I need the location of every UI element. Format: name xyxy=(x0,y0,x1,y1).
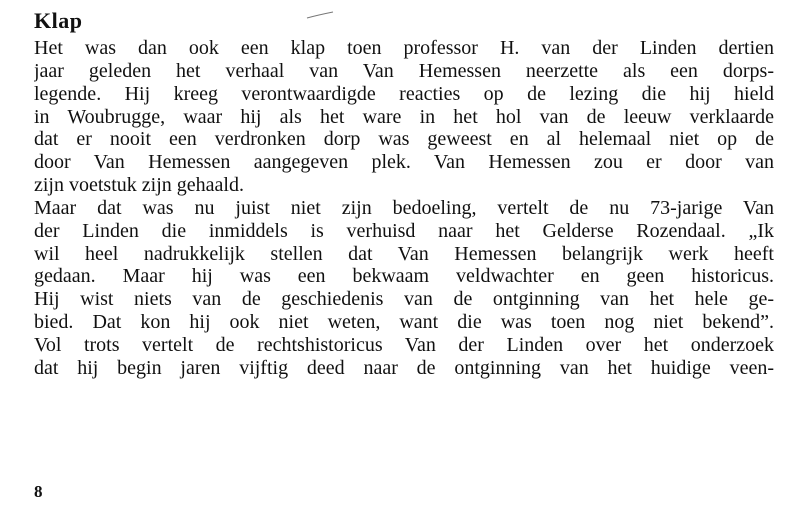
text-line: Het was dan ook een klap toen professor H. van der Linden dertien xyxy=(34,37,774,59)
page-number: 8 xyxy=(34,482,43,501)
text-line: wil heel nadrukkelijk stellen dat Van Hemessen belangrijk werk heeft xyxy=(34,242,774,265)
text-line: Maar dat was nu juist niet zijn bedoeling, vertelt de nu 73-jarige Van xyxy=(34,196,774,219)
text-line: zijn voetstuk zijn gehaald. xyxy=(34,174,244,197)
text-line: legende. Hij kreeg verontwaardigde reacties op de lezing die hij hield xyxy=(34,82,774,105)
text-line: bied. Dat kon hij ook niet weten, want die was toen nog niet bekend”. xyxy=(34,311,774,334)
text-line: der Linden die inmiddels is verhuisd naar het Gelderse Rozendaal. „Ik xyxy=(34,219,774,242)
text-line: jaar geleden het verhaal van Van Hemessen neerzette als een dorps- xyxy=(34,59,774,82)
text-line: Hij wist niets van de geschiedenis van de ontginning van het hele ge- xyxy=(34,288,774,311)
text-line: in Woubrugge, waar hij als het ware in het hol van de leeuw verklaarde xyxy=(34,105,774,128)
body-text xyxy=(34,37,774,380)
section-heading: Klap xyxy=(34,8,83,33)
text-line: dat er nooit een verdronken dorp was geweest en al helemaal niet op de xyxy=(34,128,774,151)
text-line: gedaan. Maar hij was een bekwaam veldwachter en geen historicus. xyxy=(34,265,774,288)
text-line: dat hij begin jaren vijftig deed naar de ontginning van het huidige veen- xyxy=(34,356,774,379)
stray-pen-mark xyxy=(306,10,336,20)
text-line: door Van Hemessen aangegeven plek. Van Hemessen zou er door van xyxy=(34,151,774,174)
text-line: Vol trots vertelt de rechtshistoricus Van der Linden over het onderzoek xyxy=(34,333,774,356)
